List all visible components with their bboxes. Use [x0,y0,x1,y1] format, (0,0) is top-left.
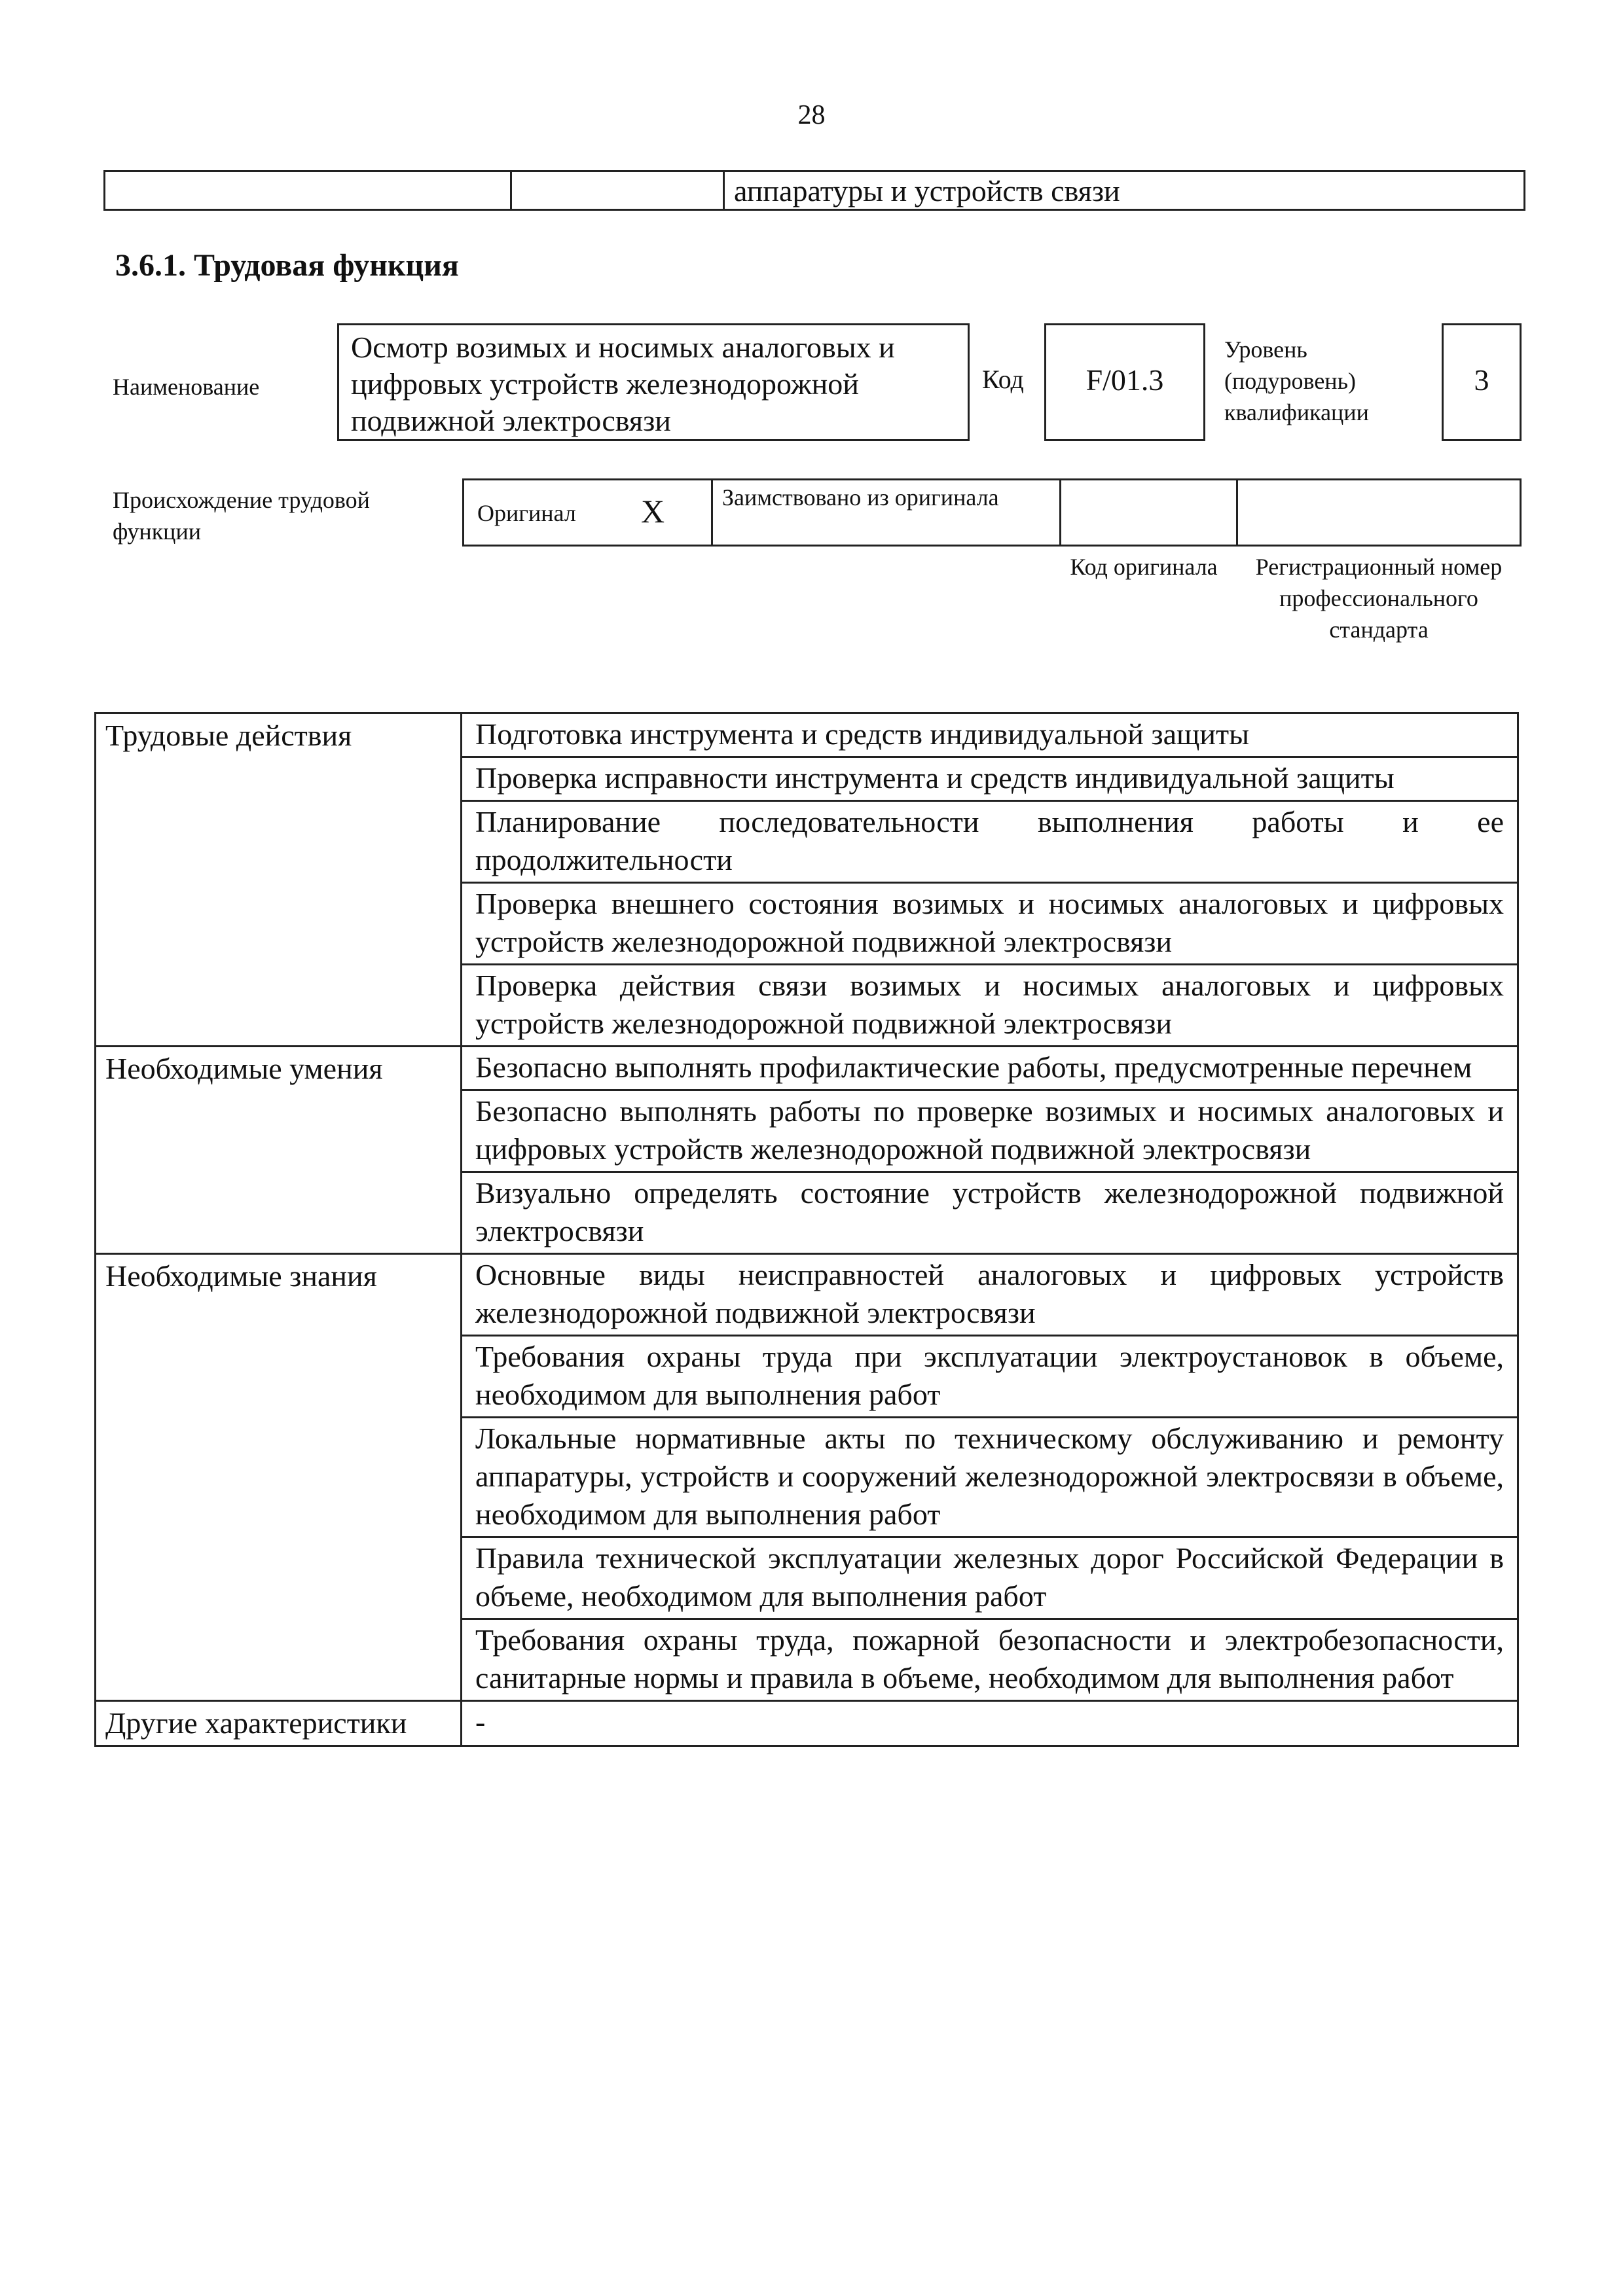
name-value: Осмотр возимых и носимых аналоговых и цифровых устройств железнодорожной подвижной электросвязи [337,323,970,441]
origin-original-cell [464,480,713,545]
table-row [96,1254,1518,1336]
code-label: Код [982,365,1024,394]
labor-function-table [94,712,1519,1747]
table-item-cell: Планирование последовательности выполнения работы и ее продолжительности [462,801,1518,883]
reg-number-caption: Регистрационный номер профессионального стандарта [1255,554,1503,643]
level-value: 3 [1442,323,1522,441]
continuation-cell-empty [105,172,512,209]
original-label: Оригинал [477,500,576,526]
table-category-cell: Трудовые действия [96,713,462,1047]
table-item-cell: Проверка внешнего состояния возимых и носимых аналоговых и цифровых устройств железнодорожной подвижной электросвязи [462,883,1518,965]
origin-box [462,478,1522,547]
table-item-cell: Основные виды неисправностей аналоговых и цифровых устройств железнодорожной подвижной электросвязи [462,1254,1518,1336]
table-row [96,1701,1518,1746]
continuation-row [103,170,1525,211]
table-row [96,1047,1518,1090]
level-label: Уровень (подуровень) квалификации [1224,336,1369,425]
table-item-cell: Безопасно выполнять работы по проверке возимых и носимых аналоговых и цифровых устройств железнодорожной подвижной электросвязи [462,1090,1518,1172]
code-original-caption: Код оригинала [1070,554,1218,580]
code-value: F/01.3 [1044,323,1205,441]
name-label: Наименование [113,374,260,400]
table-item-cell: Визуально определять состояние устройств железнодорожной подвижной электросвязи [462,1172,1518,1254]
table-item-cell: Подготовка инструмента и средств индивидуальной защиты [462,713,1518,757]
table-category-cell: Необходимые знания [96,1254,462,1701]
table-item-cell: Проверка исправности инструмента и средств индивидуальной защиты [462,757,1518,801]
continuation-cell-text: аппаратуры и устройств связи [734,174,1120,207]
table-item-cell: Локальные нормативные акты по техническому обслуживанию и ремонту аппаратуры, устройств и сооружений железнодорожной электросвязи в объеме, необходимом для выполнения работ [462,1418,1518,1537]
page-number: 28 [797,100,826,130]
origin-label: Происхождение трудовой функции [113,487,370,545]
continuation-cell-empty [512,172,725,209]
borrowed-label: Заимствовано из оригинала [722,484,999,511]
table-item-cell: Правила технической эксплуатации железных дорог Российской Федерации в объеме, необходимом для выполнения работ [462,1537,1518,1619]
table-item-cell: - [462,1701,1518,1746]
origin-code-cell [1061,480,1238,545]
table-item-cell: Проверка действия связи возимых и носимых аналоговых и цифровых устройств железнодорожной подвижной электросвязи [462,965,1518,1047]
original-mark: X [641,493,665,529]
table-item-cell: Требования охраны труда при эксплуатации электроустановок в объеме, необходимом для выполнения работ [462,1336,1518,1418]
table-item-cell: Безопасно выполнять профилактические работы, предусмотренные перечнем [462,1047,1518,1090]
table-category-cell: Необходимые умения [96,1047,462,1254]
table-category-cell: Другие характеристики [96,1701,462,1746]
table-item-cell: Требования охраны труда, пожарной безопасности и электробезопасности, санитарные нормы и правила в объеме, необходимом для выполнения работ [462,1619,1518,1701]
table-row [96,713,1518,757]
origin-borrowed-cell [713,480,1061,545]
section-title: 3.6.1. Трудовая функция [115,248,459,283]
